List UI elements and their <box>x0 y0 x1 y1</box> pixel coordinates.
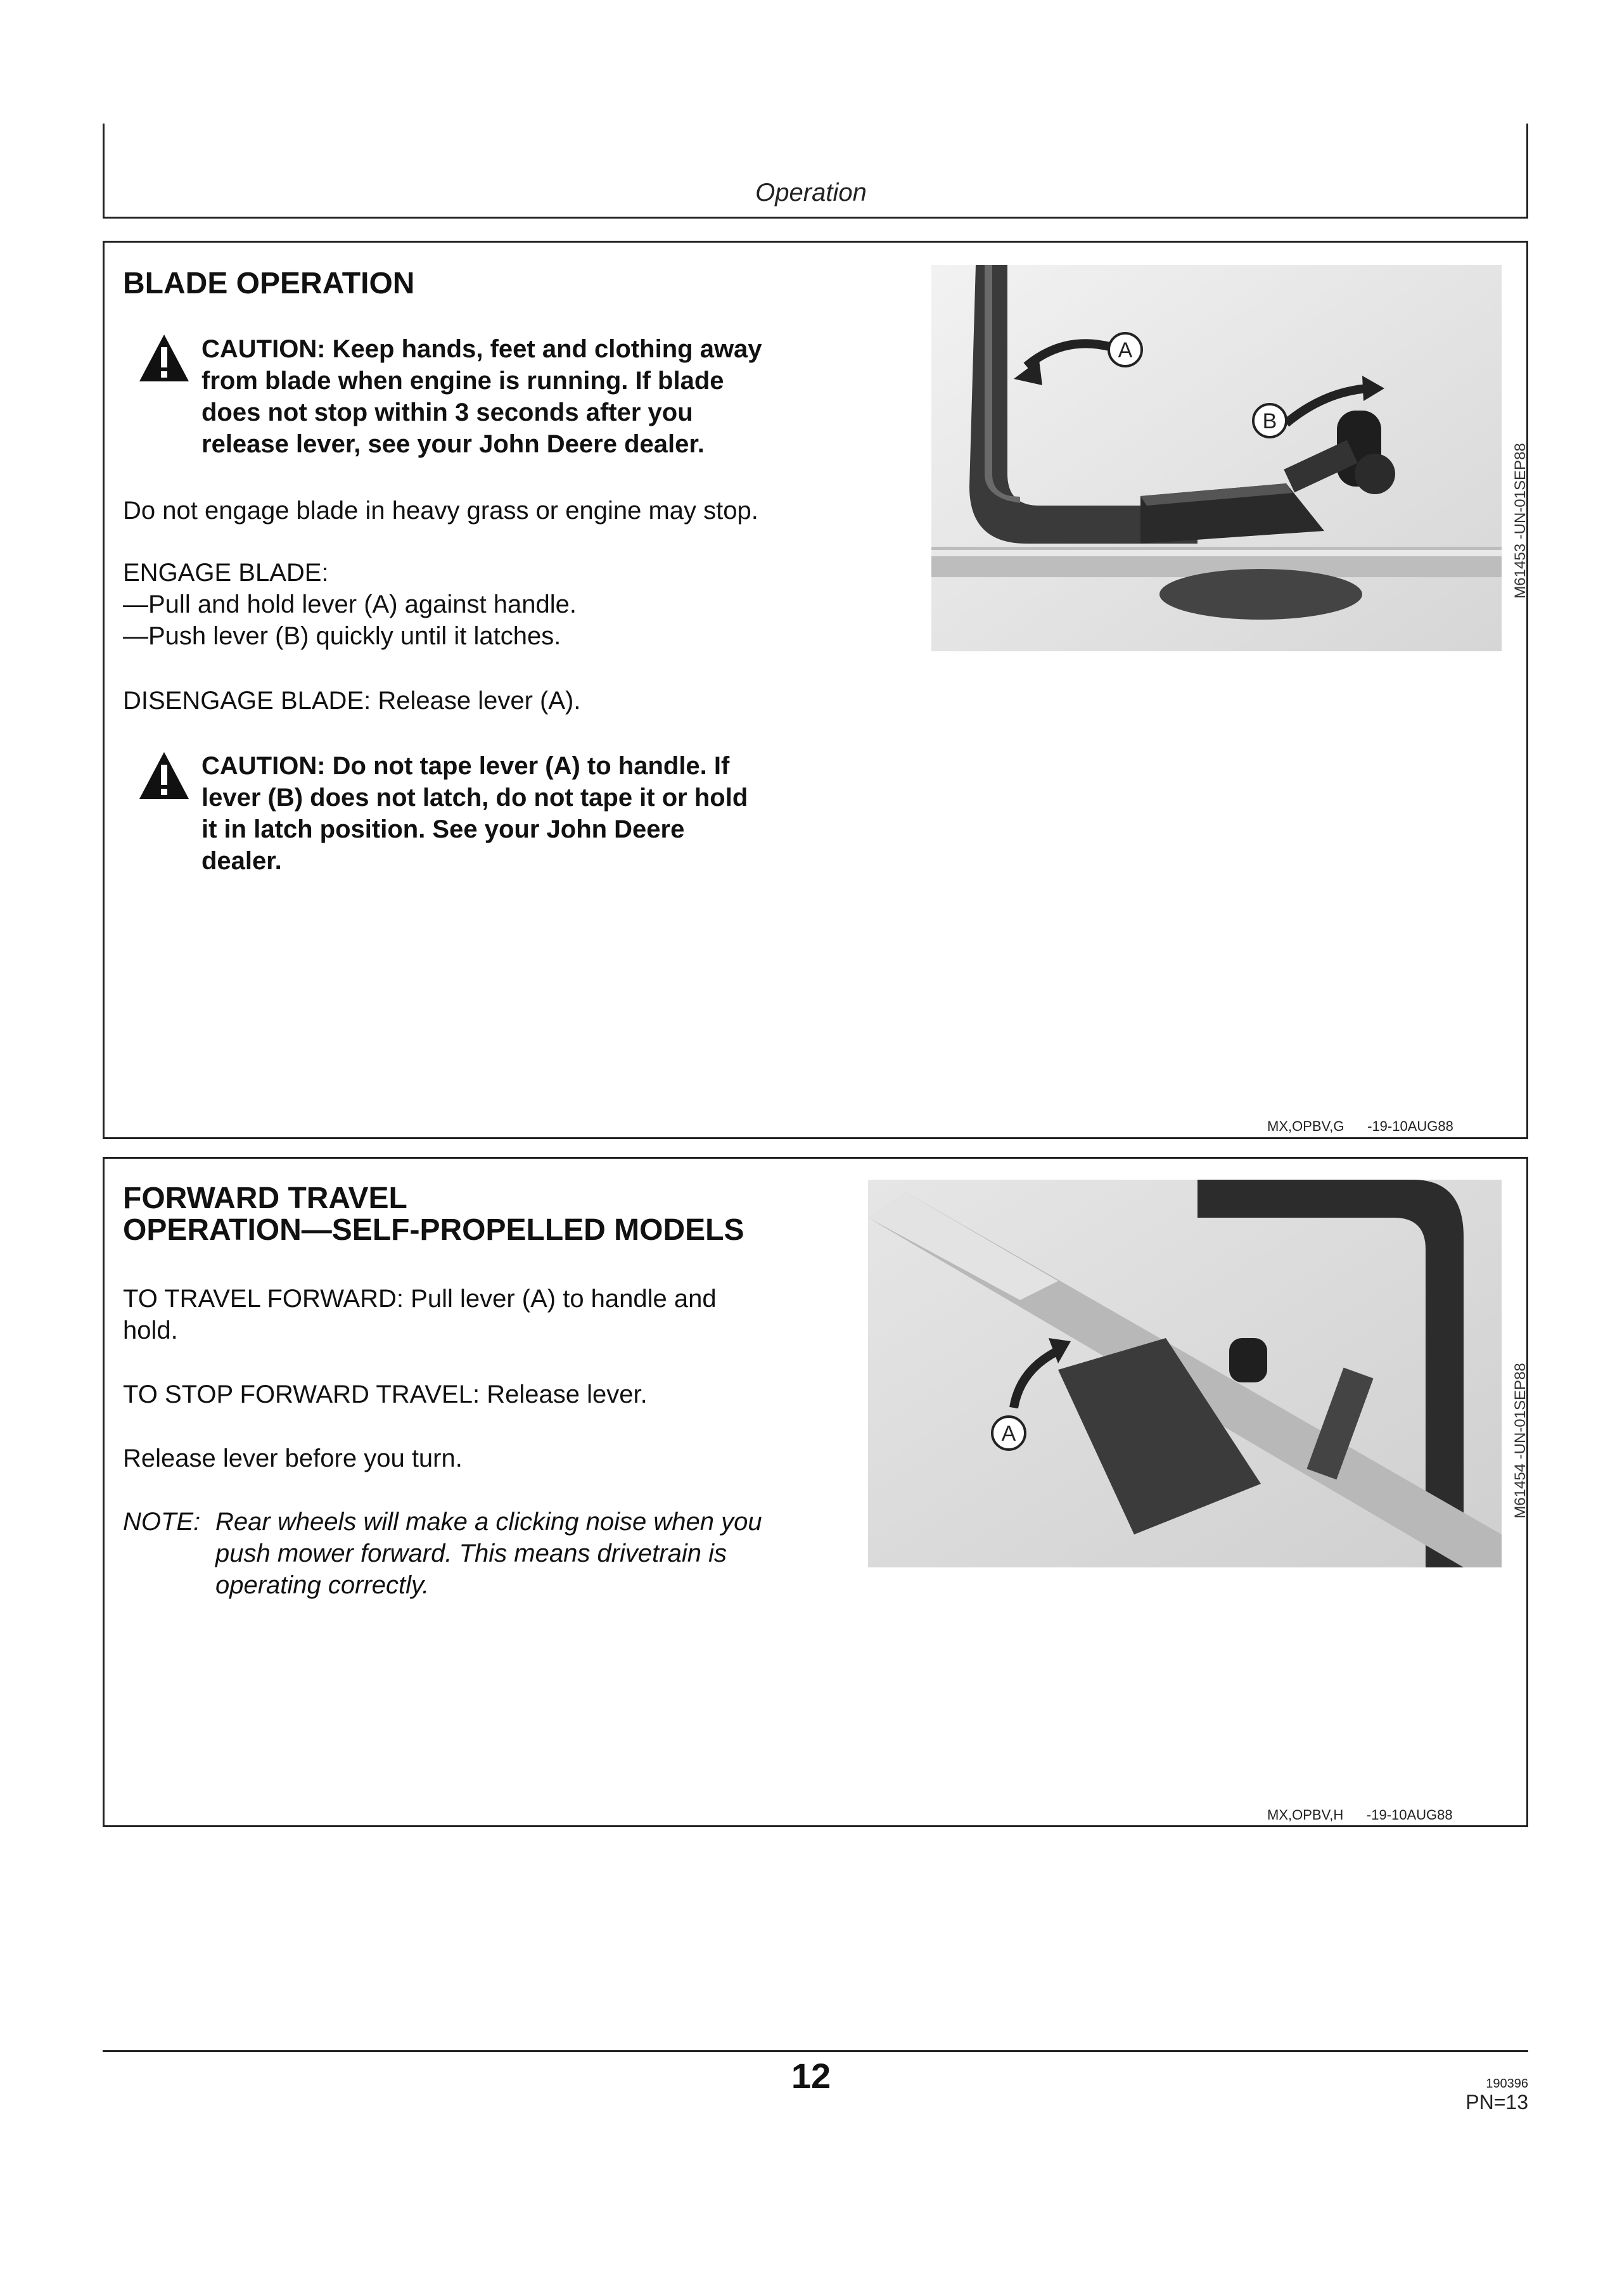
caution-line: it in latch position. See your John Deere <box>201 815 685 843</box>
release-before-turn: Release lever before you turn. <box>123 1445 463 1472</box>
note-line: operating correctly. <box>215 1571 430 1599</box>
page-header-title: Operation <box>755 179 867 207</box>
caution-line: lever (B) does not latch, do not tape it or hold <box>201 784 748 812</box>
engage-step: —Pull and hold lever (A) against handle. <box>123 590 577 618</box>
caution-line: CAUTION: Keep hands, feet and clothing away <box>201 335 762 363</box>
caution-line: dealer. <box>201 847 282 875</box>
caution-keep-hands-away <box>201 333 762 460</box>
pn-code: PN=13 <box>1466 2091 1528 2114</box>
engage-title: ENGAGE BLADE: <box>123 559 329 587</box>
travel-forward-instructions <box>123 1283 717 1346</box>
blade-control-photo <box>931 265 1502 651</box>
callout-a-label: A <box>1001 1422 1016 1446</box>
figure-id-m61453: M61453 -UN-01SEP88 <box>1512 443 1529 599</box>
forward-travel-illustration <box>868 1180 1502 1567</box>
figure-id-m61454: M61454 -UN-01SEP88 <box>1512 1363 1529 1519</box>
date-code: 190396 <box>1486 2077 1528 2091</box>
footer-rule <box>103 2050 1528 2052</box>
callout-b-label: B <box>1262 409 1277 433</box>
caution-line: from blade when engine is running. If blade <box>201 367 724 395</box>
note-line: Rear wheels will make a clicking noise when you <box>215 1508 762 1536</box>
stop-forward-travel-instructions: TO STOP FORWARD TRAVEL: Release lever. <box>123 1381 648 1408</box>
text-line: hold. <box>123 1317 178 1344</box>
caution-line: CAUTION: Do not tape lever (A) to handle. If <box>201 752 730 780</box>
section1-footer-code: MX,OPBV,G -19-10AUG88 <box>1267 1118 1453 1134</box>
blade-control-illustration <box>931 265 1502 651</box>
page-number: 12 <box>791 2056 831 2096</box>
disengage-blade-instructions: DISENGAGE BLADE: Release lever (A). <box>123 687 581 715</box>
title-line: FORWARD TRAVEL <box>123 1182 407 1215</box>
note-prefix: NOTE: <box>123 1508 201 1536</box>
section-title-forward-travel <box>123 1183 744 1246</box>
engage-step: —Push lever (B) quickly until it latches. <box>123 622 561 650</box>
caution-line: release lever, see your John Deere dealer. <box>201 430 705 458</box>
engage-blade-instructions <box>123 557 577 652</box>
callout-a-label: A <box>1118 338 1133 362</box>
title-line: OPERATION—SELF-PROPELLED MODELS <box>123 1213 744 1247</box>
caution-do-not-tape-lever <box>201 750 748 877</box>
warning-icon <box>138 751 190 800</box>
text-line: TO TRAVEL FORWARD: Pull lever (A) to handle and <box>123 1285 717 1313</box>
forward-travel-photo <box>868 1180 1502 1567</box>
heavy-grass-warning: Do not engage blade in heavy grass or engine may stop. <box>123 497 758 525</box>
section-title-blade-operation: BLADE OPERATION <box>123 267 415 300</box>
note-line: push mower forward. This means drivetrain is <box>215 1540 727 1567</box>
caution-line: does not stop within 3 seconds after you <box>201 399 693 426</box>
section2-footer-code: MX,OPBV,H -19-10AUG88 <box>1267 1807 1453 1823</box>
warning-icon <box>138 333 190 383</box>
